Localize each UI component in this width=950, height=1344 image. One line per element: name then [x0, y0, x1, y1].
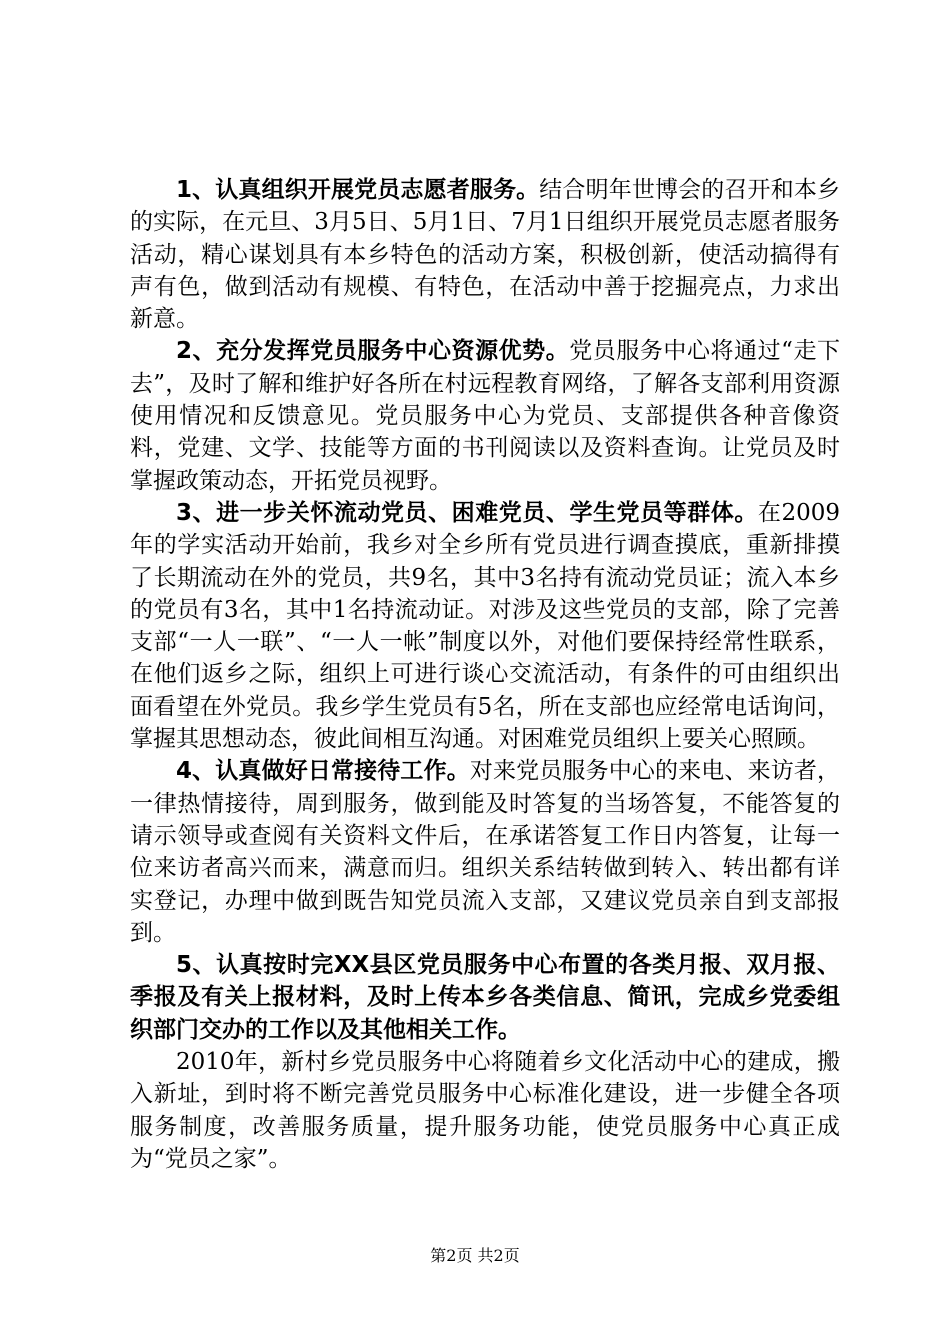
paragraph-5	[130, 949, 840, 1046]
document-body	[130, 174, 840, 1175]
paragraph-6-text: 2010年，新村乡党员服务中心将随着乡文化活动中心的建成，搬入新址，到时将不断完善党员服务中心标准化建设，进一步健全各项服务制度，改善服务质量，提升服务功能，使党员服务中心真正成为“党员之家”。	[130, 1049, 840, 1172]
paragraph-2-text: 党员服务中心将通过“走下去”，及时了解和维护好各所在村远程教育网络，了解各支部利用资源使用情况和反馈意见。党员服务中心为党员、支部提供各种音像资料，党建、文学、技能等方面的书刊阅读以及资料查询。让党员及时掌握政策动态，开拓党员视野。	[130, 338, 840, 494]
paragraph-4-heading: 4、认真做好日常接待工作。	[176, 758, 470, 785]
paragraph-6	[130, 1046, 840, 1175]
paragraph-1	[130, 174, 840, 335]
paragraph-4-text: 对来党员服务中心的来电、来访者，一律热情接待，周到服务，做到能及时答复的当场答复，不能答复的请示领导或查阅有关资料文件后，在承诺答复工作日内答复，让每一位来访者高兴而来，满意而归。组织关系结转做到转入、转出都有详实登记，办理中做到既告知党员流入支部，又建议党员亲自到支部报到。	[130, 758, 840, 946]
paragraph-2-heading: 2、充分发挥党员服务中心资源优势。	[176, 338, 570, 365]
paragraph-5-heading: 5、认真按时完XX县区党员服务中心布置的各类月报、双月报、季报及有关上报材料，及时上传本乡各类信息、简讯，完成乡党委组织部门交办的工作以及其他相关工作。	[130, 952, 840, 1043]
paragraph-2	[130, 335, 840, 496]
paragraph-4	[130, 755, 840, 949]
paragraph-1-text: 结合明年世博会的召开和本乡的实际，在元旦、3月5日、5月1日、7月1日组织开展党员志愿者服务活动，精心谋划具有本乡特色的活动方案，积极创新，使活动搞得有声有色，做到活动有规模、有特色，在活动中善于挖掘亮点，力求出新意。	[130, 177, 840, 333]
paragraph-3	[130, 497, 840, 755]
page-number-footer: 第2页 共2页	[430, 1246, 520, 1265]
paragraph-3-text: 在2009年的学实活动开始前，我乡对全乡所有党员进行调查摸底，重新排摸了长期流动在外的党员，共9名，其中3名持有流动党员证；流入本乡的党员有3名，其中1名持流动证。对涉及这些党员的支部，除了完善支部“一人一联”、“一人一帐”制度以外，对他们要保持经常性联系，在他们返乡之际，组织上可进行谈心交流活动，有条件的可由组织出面看望在外党员。我乡学生党员有5名，所在支部也应经常电话询问，掌握其思想动态，彼此间相互沟通。对困难党员组织上要关心照顾。	[130, 499, 840, 753]
paragraph-1-heading: 1、认真组织开展党员志愿者服务。	[176, 177, 540, 203]
paragraph-3-heading: 3、进一步关怀流动党员、困难党员、学生党员等群体。	[176, 499, 758, 526]
